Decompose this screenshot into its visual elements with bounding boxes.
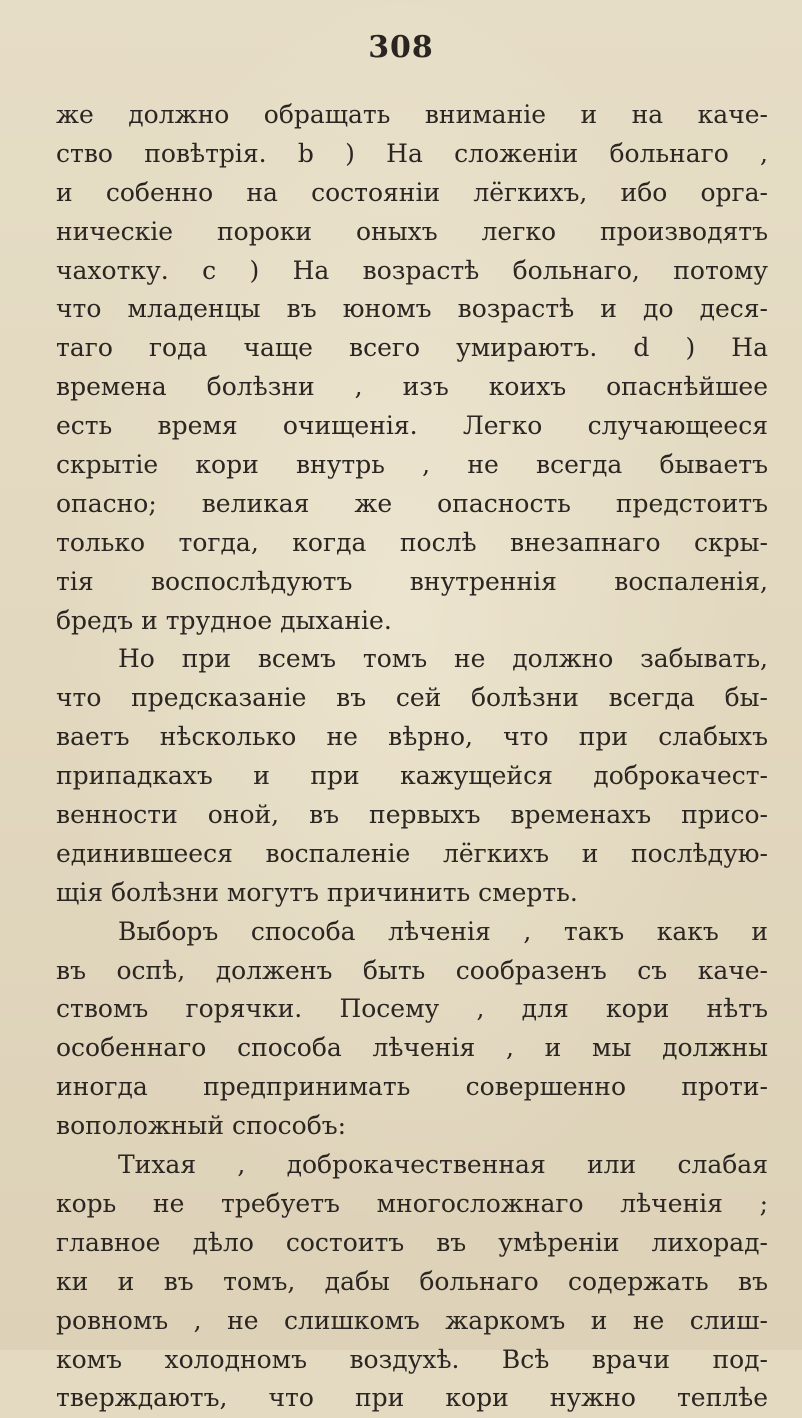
text-line: ваетъ нѣсколько не вѣрно, что при слабыхъ xyxy=(56,722,768,752)
text-line: ническіе пороки оныхъ легко производятъ xyxy=(56,216,768,246)
text-line: таго года чаще всего умираютъ. d ) На xyxy=(56,333,768,363)
text-line: опасно; великая же опасность предстоитъ xyxy=(56,488,768,518)
text-line: скрытіе кори внутрь , не всегда бываетъ xyxy=(56,450,768,480)
text-line: только тогда, когда послѣ внезапнаго скры- xyxy=(56,527,768,557)
text-line: ровномъ , не слишкомъ жаркомъ и не слиш- xyxy=(56,1305,768,1335)
text-line: времена болѣзни , изъ коихъ опаснѣйшее xyxy=(56,372,768,402)
text-line: единившееся воспаленіе лёгкихъ и послѣдую- xyxy=(56,838,768,868)
text-line: особеннаго способа лѣченія , и мы должны xyxy=(56,1033,768,1063)
text-line: иногда предпринимать совершенно проти- xyxy=(56,1072,768,1102)
text-line: Но при всемъ томъ не должно забывать, xyxy=(118,644,768,674)
text-line: ство повѣтрія. b ) На сложеніи больнаго , xyxy=(56,138,768,168)
page-number: 308 xyxy=(368,30,434,65)
text-line: венности оной, въ первыхъ временахъ присо- xyxy=(56,800,768,830)
body-text xyxy=(56,96,768,1418)
text-line: Выборъ способа лѣченія , такъ какъ и xyxy=(118,916,768,946)
text-line: ствомъ горячки. Посему , для кори нѣтъ xyxy=(56,994,768,1024)
text-line: воположный способъ: xyxy=(56,1111,347,1141)
text-line: комъ холодномъ воздухѣ. Всѣ врачи под- xyxy=(56,1344,768,1374)
text-line: корь не требуетъ многосложнаго лѣченія ; xyxy=(56,1188,768,1218)
text-line: Тихая , доброкачественная или слабая xyxy=(118,1150,768,1180)
text-line: припадкахъ и при кажущейся доброкачест- xyxy=(56,761,768,791)
text-line: щія болѣзни могутъ причинить смерть. xyxy=(56,877,578,907)
text-line: же должно обращать вниманіе и на качe- xyxy=(56,100,768,129)
text-line: чахотку. c ) На возрастѣ больнаго, потому xyxy=(56,255,768,285)
text-line: бредъ и трудное дыханіе. xyxy=(56,605,392,635)
text-line: въ оспѣ, долженъ быть сообразенъ съ каче- xyxy=(56,955,768,985)
text-line: есть время очищенія. Легко случающееся xyxy=(56,411,768,441)
text-line: главное дѣло состоитъ въ умѣреніи лихорад- xyxy=(56,1227,768,1257)
text-line: ки и въ томъ, дабы больнаго содержать въ xyxy=(56,1266,768,1296)
text-line: тія воспослѣдуютъ внутреннія воспаленія, xyxy=(56,566,768,596)
text-line: тверждаютъ, что при кори нужно теплѣе xyxy=(56,1383,768,1413)
text-line: и собенно на состояніи лёгкихъ, ибо орга- xyxy=(56,177,768,207)
text-line: что младенцы въ юномъ возрастѣ и до деся- xyxy=(56,294,768,324)
text-line: что предсказаніе въ сей болѣзни всегда бы- xyxy=(56,683,768,713)
